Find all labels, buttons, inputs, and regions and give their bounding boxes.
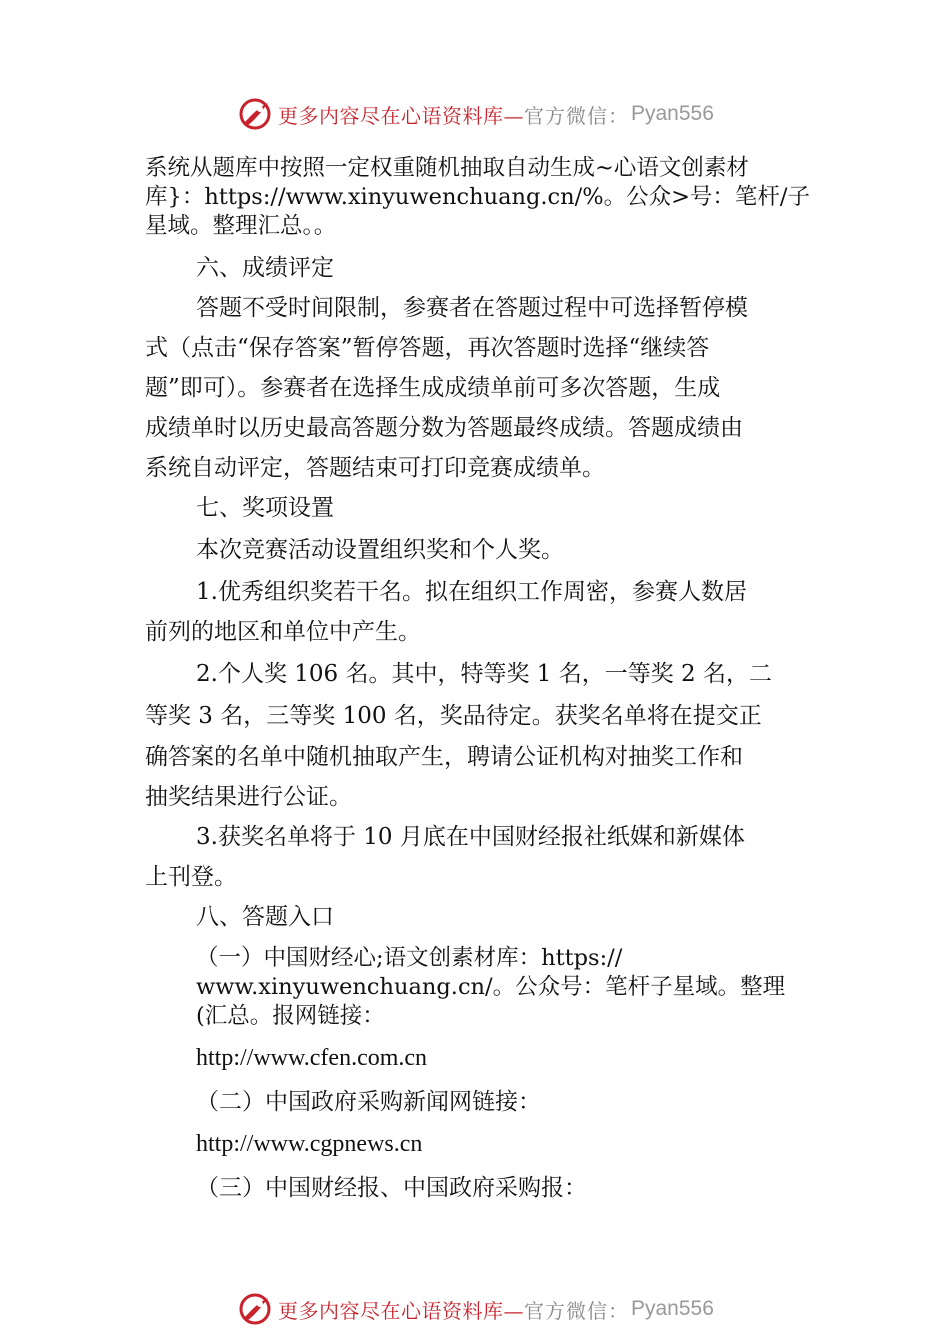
award2-line-3: 确答案的名单中随机抽取产生，聘请公证机构对抽奖工作和 [145, 744, 743, 770]
award3-line-2: 上刊登。 [145, 864, 237, 890]
award2-line-1: 2.个人奖 106 名。其中，特等奖 1 名，一等奖 2 名，二 [196, 661, 772, 687]
footer-banner-text: 更多内容尽在心语资料库— [278, 1298, 524, 1323]
section6-line-1: 答题不受时间限制，参赛者在答题过程中可选择暂停模 [196, 295, 748, 321]
entry2-url-link[interactable]: http://www.cgpnews.cn [196, 1131, 423, 1157]
intro-line-2: 库}：https://www.xinyuwenchuang.cn/%。公众>号：笔杆/子 [145, 184, 811, 210]
intro-line-3: 星域。整理汇总。。 [145, 213, 337, 239]
header-wechat-label: 官方微信： [524, 103, 629, 128]
section7-heading: 七、奖项设置 [196, 495, 334, 521]
section6-line-3: 题”即可）。参赛者在选择生成成绩单前可多次答题，生成 [145, 375, 721, 401]
header-banner [238, 96, 758, 132]
section6-line-2: 式（点击“保存答案”暂停答题，再次答题时选择“继续答 [145, 335, 710, 361]
entry2-label: （二）中国政府采购新闻网链接： [196, 1089, 541, 1115]
entry3-label: （三）中国财经报、中国政府采购报： [196, 1175, 587, 1201]
header-wechat-id: Pyan556 [631, 102, 714, 125]
section7-intro: 本次竞赛活动设置组织奖和个人奖。 [196, 537, 564, 563]
entry1-url-link[interactable]: http://www.cfen.com.cn [196, 1045, 428, 1071]
header-banner-text: 更多内容尽在心语资料库— [278, 103, 524, 128]
section6-line-4: 成绩单时以历史最高答题分数为答题最终成绩。答题成绩由 [145, 415, 743, 441]
section6-heading: 六、成绩评定 [196, 255, 334, 281]
entry1-line-3: (汇总。报网链接： [196, 1003, 385, 1029]
award2-line-4: 抽奖结果进行公证。 [145, 784, 352, 810]
intro-line-1: 系统从题库中按照一定权重随机抽取自动生成~心语文创素材 [145, 155, 749, 181]
section6-line-5: 系统自动评定，答题结束可打印竞赛成绩单。 [145, 455, 605, 481]
brush-logo-icon [238, 1292, 272, 1326]
footer-wechat-label: 官方微信： [524, 1298, 629, 1323]
entry1-line-1: （一）中国财经心;语文创素材库：https:// [196, 945, 623, 971]
section8-heading: 八、答题入口 [196, 904, 334, 930]
award1-line-1: 1.优秀组织奖若干名。拟在组织工作周密，参赛人数居 [196, 579, 747, 605]
award2-line-2: 等奖 3 名，三等奖 100 名，奖品待定。获奖名单将在提交正 [145, 703, 762, 729]
award3-line-1: 3.获奖名单将于 10 月底在中国财经报社纸媒和新媒体 [196, 824, 745, 850]
award1-line-2: 前列的地区和单位中产生。 [145, 619, 421, 645]
entry1-line-2: www.xinyuwenchuang.cn/。公众号：笔杆子星域。整理 [196, 974, 786, 1000]
footer-banner [238, 1291, 758, 1327]
footer-wechat-id: Pyan556 [631, 1297, 714, 1320]
brush-logo-icon [238, 97, 272, 131]
